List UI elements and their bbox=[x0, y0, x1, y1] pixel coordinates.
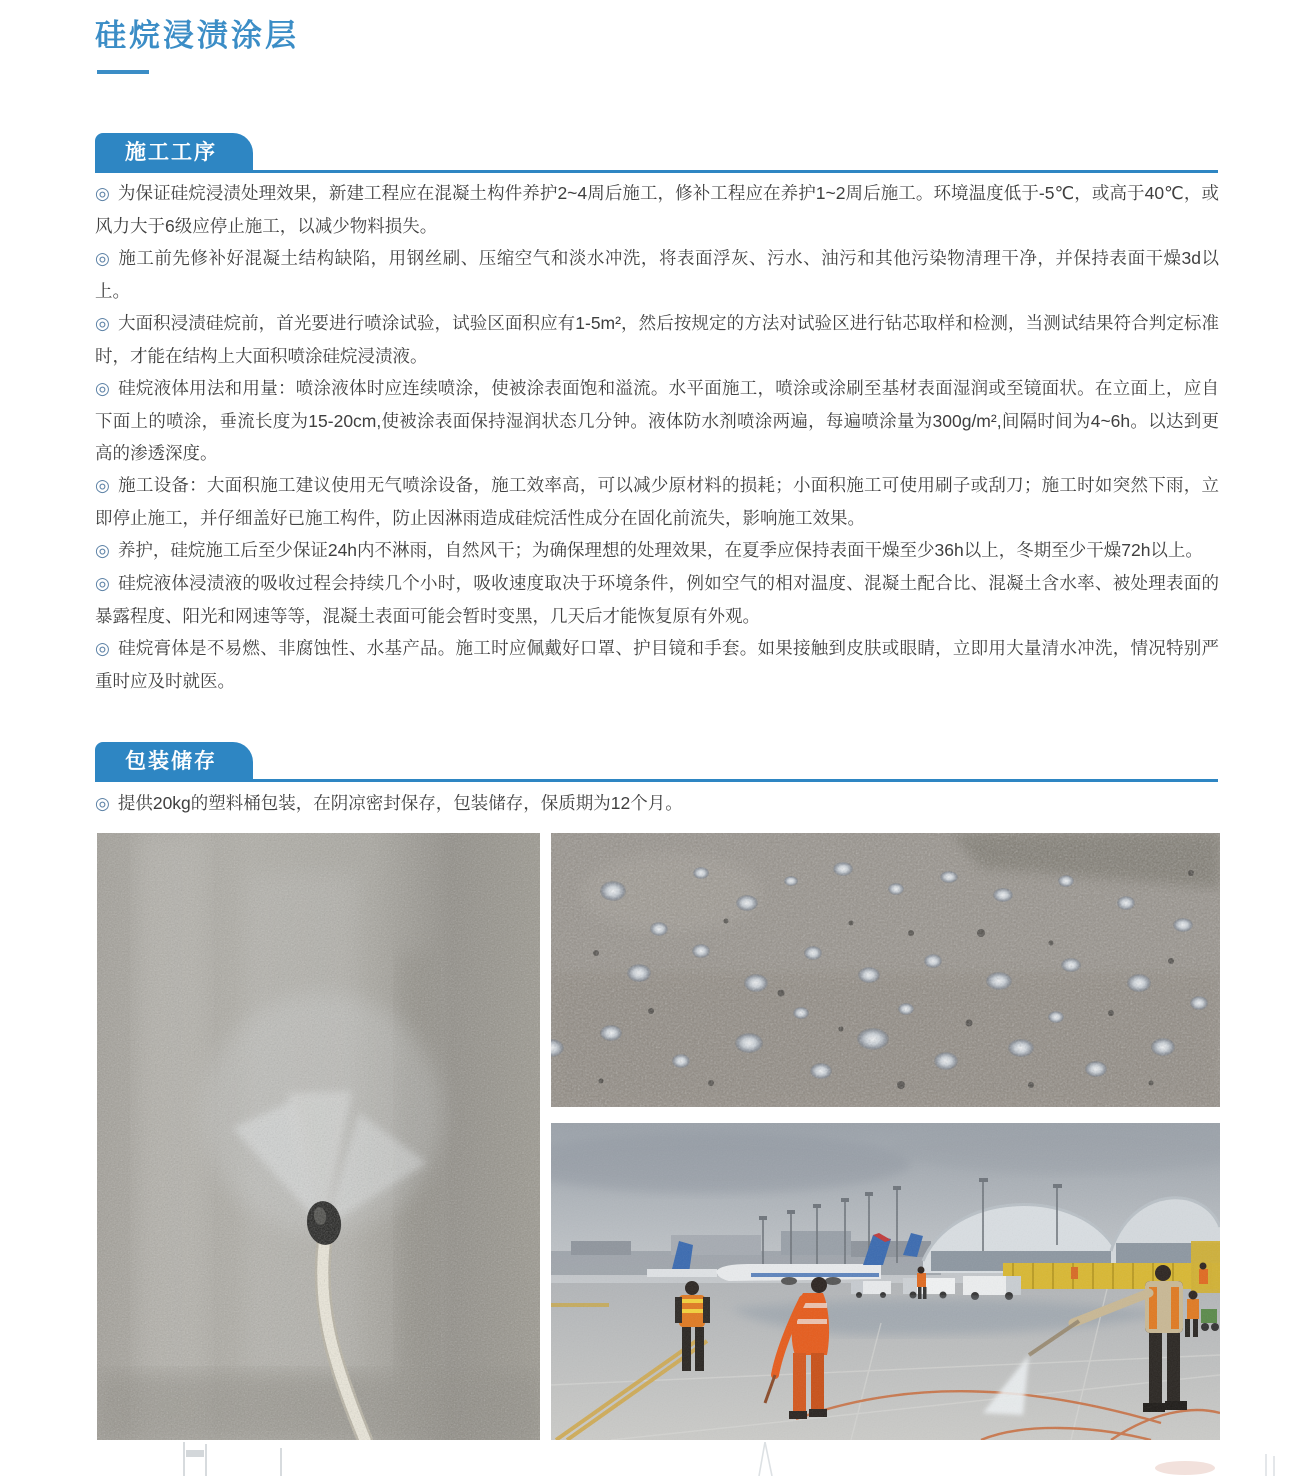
section-header-packaging bbox=[95, 742, 1218, 782]
bullet-text: 施工前先修补好混凝土结构缺陷，用钢丝刷、压缩空气和淡水冲洗，将表面浮灰、污水、油污和其他污染物清理干净，并保持表面干燥3d以上。 bbox=[95, 248, 1219, 301]
bullet-text: 硅烷膏体是不易燃、非腐蚀性、水基产品。施工时应佩戴好口罩、护目镜和手套。如果接触到皮肤或眼睛，立即用大量清水冲洗，情况特别严重时应及时就医。 bbox=[95, 638, 1220, 691]
bullet-icon: ◎ bbox=[95, 249, 111, 268]
bullet-paragraph bbox=[95, 787, 1219, 820]
bullet-text: 施工设备：大面积施工建议使用无气喷涂设备，施工效率高，可以减少原材料的损耗；小面积施工可使用刷子或刮刀；施工时如突然下雨，立即停止施工，并仔细盖好已施工构件，防止因淋雨造成硅烷活性成分在固化前流失，影响施工效果。 bbox=[95, 475, 1220, 528]
bullet-paragraph bbox=[95, 242, 1219, 307]
photo-water-beads-concrete bbox=[551, 833, 1220, 1107]
bullet-text: 为保证硅烷浸渍处理效果，新建工程应在混凝土构件养护2~4周后施工，修补工程应在养护1~2周后施工。环境温度低于-5℃，或高于40℃，或风力大于6级应停止施工，以减少物料损失。 bbox=[95, 183, 1219, 236]
bullet-icon: ◎ bbox=[95, 184, 110, 203]
bullet-paragraph bbox=[95, 469, 1219, 534]
photo-concrete-wall-spray bbox=[97, 833, 540, 1440]
footer-watermark-fragment bbox=[0, 1442, 1290, 1476]
bullet-icon: ◎ bbox=[95, 476, 111, 495]
bullet-icon: ◎ bbox=[95, 541, 110, 560]
construction-procedure-text bbox=[95, 177, 1219, 697]
packaging-storage-text bbox=[95, 787, 1219, 820]
bullet-text: 硅烷液体用法和用量：喷涂液体时应连续喷涂，使被涂表面饱和溢流。水平面施工，喷涂或涂刷至基材表面湿润或至镜面状。在立面上，应自下面上的喷涂，垂流长度为15-20cm,使被涂表面保持湿润状态几分钟。液体防水剂喷涂两遍，每遍喷涂量为300g/m²,间隔时间为4~6h。以达到更高的渗透深度。 bbox=[95, 378, 1220, 463]
bullet-text: 养护，硅烷施工后至少保证24h内不淋雨，自然风干；为确保理想的处理效果，在夏季应保持表面干燥至少36h以上，冬期至少干燥72h以上。 bbox=[117, 540, 1203, 560]
page-title: 硅烷浸渍涂层 bbox=[95, 18, 299, 53]
title-underline bbox=[97, 70, 149, 74]
bullet-paragraph bbox=[95, 567, 1219, 632]
bullet-text: 大面积浸渍硅烷前，首光要进行喷涂试验，试验区面积应有1-5m²，然后按规定的方法对试验区进行钻芯取样和检测，当测试结果符合判定标准时，才能在结构上大面积喷涂硅烷浸渍液。 bbox=[95, 313, 1219, 366]
section-header-construction bbox=[95, 133, 1218, 173]
bullet-icon: ◎ bbox=[95, 639, 111, 658]
photo-airport-apron-spraying bbox=[551, 1123, 1220, 1440]
section-tab-label: 施工工序 bbox=[95, 133, 253, 173]
bullet-icon: ◎ bbox=[95, 574, 111, 593]
bullet-text: 提供20kg的塑料桶包装，在阴凉密封保存，包装储存，保质期为12个月。 bbox=[117, 793, 683, 813]
bullet-paragraph bbox=[95, 307, 1219, 372]
bullet-paragraph bbox=[95, 177, 1219, 242]
photo-grid bbox=[97, 833, 1220, 1440]
bullet-icon: ◎ bbox=[95, 794, 110, 813]
bullet-paragraph bbox=[95, 534, 1219, 567]
bullet-icon: ◎ bbox=[95, 314, 110, 333]
bullet-text: 硅烷液体浸渍液的吸收过程会持续几个小时，吸收速度取决于环境条件，例如空气的相对温度、混凝土配合比、混凝土含水率、被处理表面的暴露程度、阳光和网速等等，混凝土表面可能会暂时变黑，几天后才能恢复原有外观。 bbox=[95, 573, 1220, 626]
bullet-icon: ◎ bbox=[95, 379, 111, 398]
bullet-paragraph bbox=[95, 632, 1219, 697]
section-tab-label: 包装储存 bbox=[95, 742, 253, 782]
bullet-paragraph bbox=[95, 372, 1219, 469]
